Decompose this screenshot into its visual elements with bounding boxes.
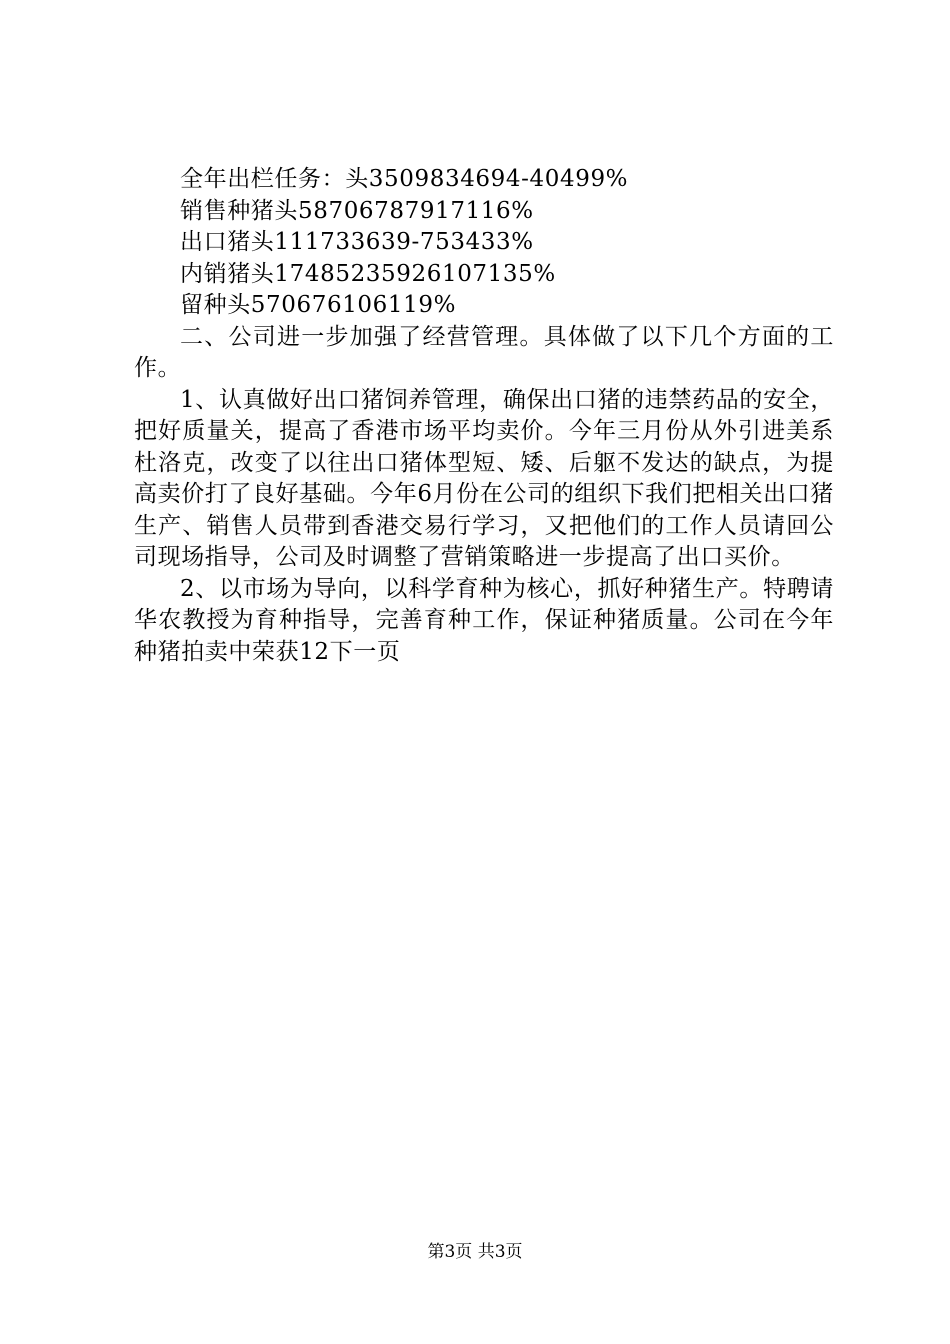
stat-line-annual-target: 全年出栏任务：头3509834694-40499% xyxy=(180,166,629,192)
stat-line-export: 出口猪头111733639-753433% xyxy=(180,229,534,255)
document-body xyxy=(134,164,834,668)
paragraph-export-management: 1、认真做好出口猪饲养管理，确保出口猪的违禁药品的安全，把好质量关，提高了香港市场平均卖价。今年三月份从外引进美系杜洛克，改变了以往出口猪体型短、矮、后躯不发达的缺点，为提高卖价打了良好基础。今年6月份在公司的组织下我们把相关出口猪生产、销售人员带到香港交易行学习，又把他们的工作人员请回公司现场指导，公司及时调整了营销策略进一步提高了出口买价。 xyxy=(134,386,834,570)
page-footer: 第3页 共3页 xyxy=(427,1242,523,1262)
stat-line-breeding-sales: 销售种猪头58706787917116% xyxy=(180,197,534,224)
paragraph-breeding-production: 2、以市场为导向，以科学育种为核心，抓好种猪生产。特聘请华农教授为育种指导，完善育种工作，保证种猪质量。公司在今年种猪拍卖中荣获12下一页 xyxy=(134,575,834,665)
stat-line-retained-breeding: 留种头570676106119% xyxy=(180,292,457,318)
paragraph-management-intro: 二、公司进一步加强了经营管理。具体做了以下几个方面的工作。 xyxy=(134,323,834,381)
stat-line-domestic-sales: 内销猪头17485235926107135% xyxy=(180,260,556,287)
